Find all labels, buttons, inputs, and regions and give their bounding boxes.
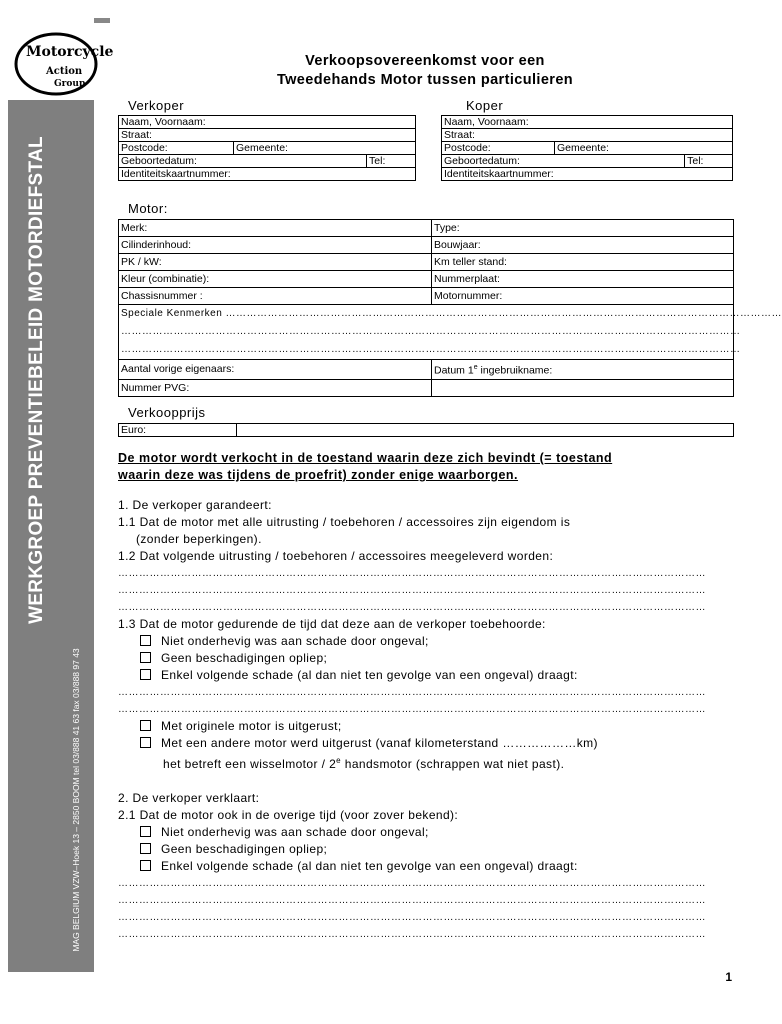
koper-straat[interactable]: Straat: <box>442 129 733 142</box>
verkoper-postcode[interactable]: Postcode: <box>119 142 234 155</box>
prijs-table <box>118 423 734 437</box>
section-1-3: 1.3 Dat de motor gedurende de tijd dat deze aan de verkoper toebehoorde: <box>118 617 546 631</box>
motor-kleur[interactable]: Kleur (combinatie): <box>119 271 432 288</box>
dotted-line[interactable]: …………………………………………………………………………………………………………………………………………………… <box>118 602 706 613</box>
section-2 <box>118 790 718 943</box>
section-1-3-note: het betreft een wisselmotor / 2e handsmotor (schrappen wat niet past). <box>163 756 565 771</box>
section-1-2: 1.2 Dat volgende uitrusting / toebehoren / accessoires meegeleverd worden: <box>118 549 554 563</box>
motor-eigenaars[interactable]: Aantal vorige eigenaars: <box>119 360 432 380</box>
verkoper-naam[interactable]: Naam, Voornaam: <box>119 116 416 129</box>
motor-chassis[interactable]: Chassisnummer : <box>119 288 432 305</box>
logo-text-1: Motorcycle <box>26 44 114 60</box>
section-1-heading: 1. De verkoper garandeert: <box>118 498 272 512</box>
logo-text-2: Action <box>46 66 83 77</box>
checkbox[interactable] <box>140 737 151 748</box>
dotted-line[interactable]: …………………………………………………………………………………………………………………………………………………… <box>118 929 706 940</box>
motor-type[interactable]: Type: <box>432 220 734 237</box>
logo-text-3: Group <box>54 79 86 89</box>
checkbox[interactable] <box>140 635 151 646</box>
koper-geboortedatum[interactable]: Geboortedatum: <box>442 155 685 168</box>
motor-table <box>118 219 782 397</box>
motor-datum[interactable]: Datum 1e ingebruikname: <box>432 360 734 380</box>
verkoper-id[interactable]: Identiteitskaartnummer: <box>119 168 416 181</box>
section-2-heading: 2. De verkoper verklaart: <box>118 791 260 805</box>
verkoper-table <box>118 115 416 181</box>
title-line-2: Tweedehands Motor tussen particulieren <box>276 72 574 88</box>
motor-merk[interactable]: Merk: <box>119 220 432 237</box>
motor-pvg[interactable]: Nummer PVG: <box>119 379 432 396</box>
koper-table <box>441 115 733 181</box>
checkbox-row[interactable]: Enkel volgende schade (al dan niet ten gevolge van een ongeval) draagt: <box>118 667 718 684</box>
koper-postcode[interactable]: Postcode: <box>442 142 555 155</box>
prijs-heading: Verkoopprijs <box>128 405 206 420</box>
koper-heading: Koper <box>466 98 504 113</box>
motor-km[interactable]: Km teller stand: <box>432 254 734 271</box>
verkoper-heading: Verkoper <box>128 98 185 113</box>
verkoper-tel[interactable]: Tel: <box>367 155 416 168</box>
motor-speciale[interactable]: Speciale Kenmerken …………………………………………………………………………………………………………………………………………… …………………………………………………………………………………………………………………………………………………………… …………………………………………………………………………………………………………………………………………………………… <box>119 305 734 360</box>
section-1 <box>118 497 718 773</box>
logo <box>10 26 114 102</box>
koper-gemeente[interactable]: Gemeente: <box>555 142 733 155</box>
motor-heading: Motor: <box>128 201 168 216</box>
checkbox-row[interactable]: Met originele motor is uitgerust; <box>118 718 718 735</box>
statement <box>118 450 612 484</box>
section-1-1-line-b: (zonder beperkingen). <box>136 532 262 546</box>
prijs-value[interactable] <box>237 424 734 437</box>
checkbox-row[interactable]: Geen beschadigingen opliep; <box>118 841 718 858</box>
dotted-line[interactable]: …………………………………………………………………………………………………………………………………………………… <box>118 704 706 715</box>
verkoper-gemeente[interactable]: Gemeente: <box>234 142 416 155</box>
section-2-1: 2.1 Dat de motor ook in de overige tijd (voor zover bekend): <box>118 808 459 822</box>
motor-nummerplaat[interactable]: Nummerplaat: <box>432 271 734 288</box>
checkbox-row[interactable]: Niet onderhevig was aan schade door ongeval; <box>118 824 718 841</box>
koper-naam[interactable]: Naam, Voornaam: <box>442 116 733 129</box>
checkbox[interactable] <box>140 720 151 731</box>
verkoper-geboortedatum[interactable]: Geboortedatum: <box>119 155 367 168</box>
koper-id[interactable]: Identiteitskaartnummer: <box>442 168 733 181</box>
prijs-euro[interactable]: Euro: <box>119 424 237 437</box>
checkbox-row[interactable]: Enkel volgende schade (al dan niet ten gevolge van een ongeval) draagt: <box>118 858 718 875</box>
dotted-line[interactable]: …………………………………………………………………………………………………………………………………………………… <box>118 895 706 906</box>
checkbox[interactable] <box>140 669 151 680</box>
statement-line-2: waarin deze was tijdens de proefrit) zonder enige waarborgen. <box>118 468 519 482</box>
verkoper-straat[interactable]: Straat: <box>119 129 416 142</box>
checkbox[interactable] <box>140 843 151 854</box>
motor-bouwjaar[interactable]: Bouwjaar: <box>432 237 734 254</box>
motor-cilinder[interactable]: Cilinderinhoud: <box>119 237 432 254</box>
checkbox[interactable] <box>140 652 151 663</box>
top-bar <box>94 18 110 23</box>
checkbox[interactable] <box>140 826 151 837</box>
koper-tel[interactable]: Tel: <box>685 155 733 168</box>
section-1-1-line-a: 1.1 Dat de motor met alle uitrusting / toebehoren / accessoires zijn eigendom is <box>118 515 571 529</box>
page-number: 1 <box>725 970 732 984</box>
checkbox[interactable] <box>140 860 151 871</box>
title-line-1: Verkoopsovereenkomst voor een <box>305 53 545 69</box>
checkbox-row[interactable]: Met een andere motor werd uitgerust (vanaf kilometerstand ………………km) <box>118 735 718 752</box>
statement-line-1: De motor wordt verkocht in de toestand waarin deze zich bevindt (= toestand <box>118 451 613 465</box>
dotted-line[interactable]: …………………………………………………………………………………………………………………………………………………… <box>118 912 706 923</box>
dotted-line[interactable]: …………………………………………………………………………………………………………………………………………………… <box>118 585 706 596</box>
motor-motornummer[interactable]: Motornummer: <box>432 288 734 305</box>
sidebar <box>8 100 94 972</box>
dotted-line[interactable]: …………………………………………………………………………………………………………………………………………………… <box>118 878 706 889</box>
dotted-line[interactable]: …………………………………………………………………………………………………………………………………………………… <box>118 568 706 579</box>
checkbox-row[interactable]: Niet onderhevig was aan schade door ongeval; <box>118 633 718 650</box>
page-title <box>200 52 650 90</box>
motor-pk[interactable]: PK / kW: <box>119 254 432 271</box>
checkbox-row[interactable]: Geen beschadigingen opliep; <box>118 650 718 667</box>
dotted-line[interactable]: …………………………………………………………………………………………………………………………………………………… <box>118 687 706 698</box>
motor-empty-cell[interactable] <box>432 379 734 396</box>
